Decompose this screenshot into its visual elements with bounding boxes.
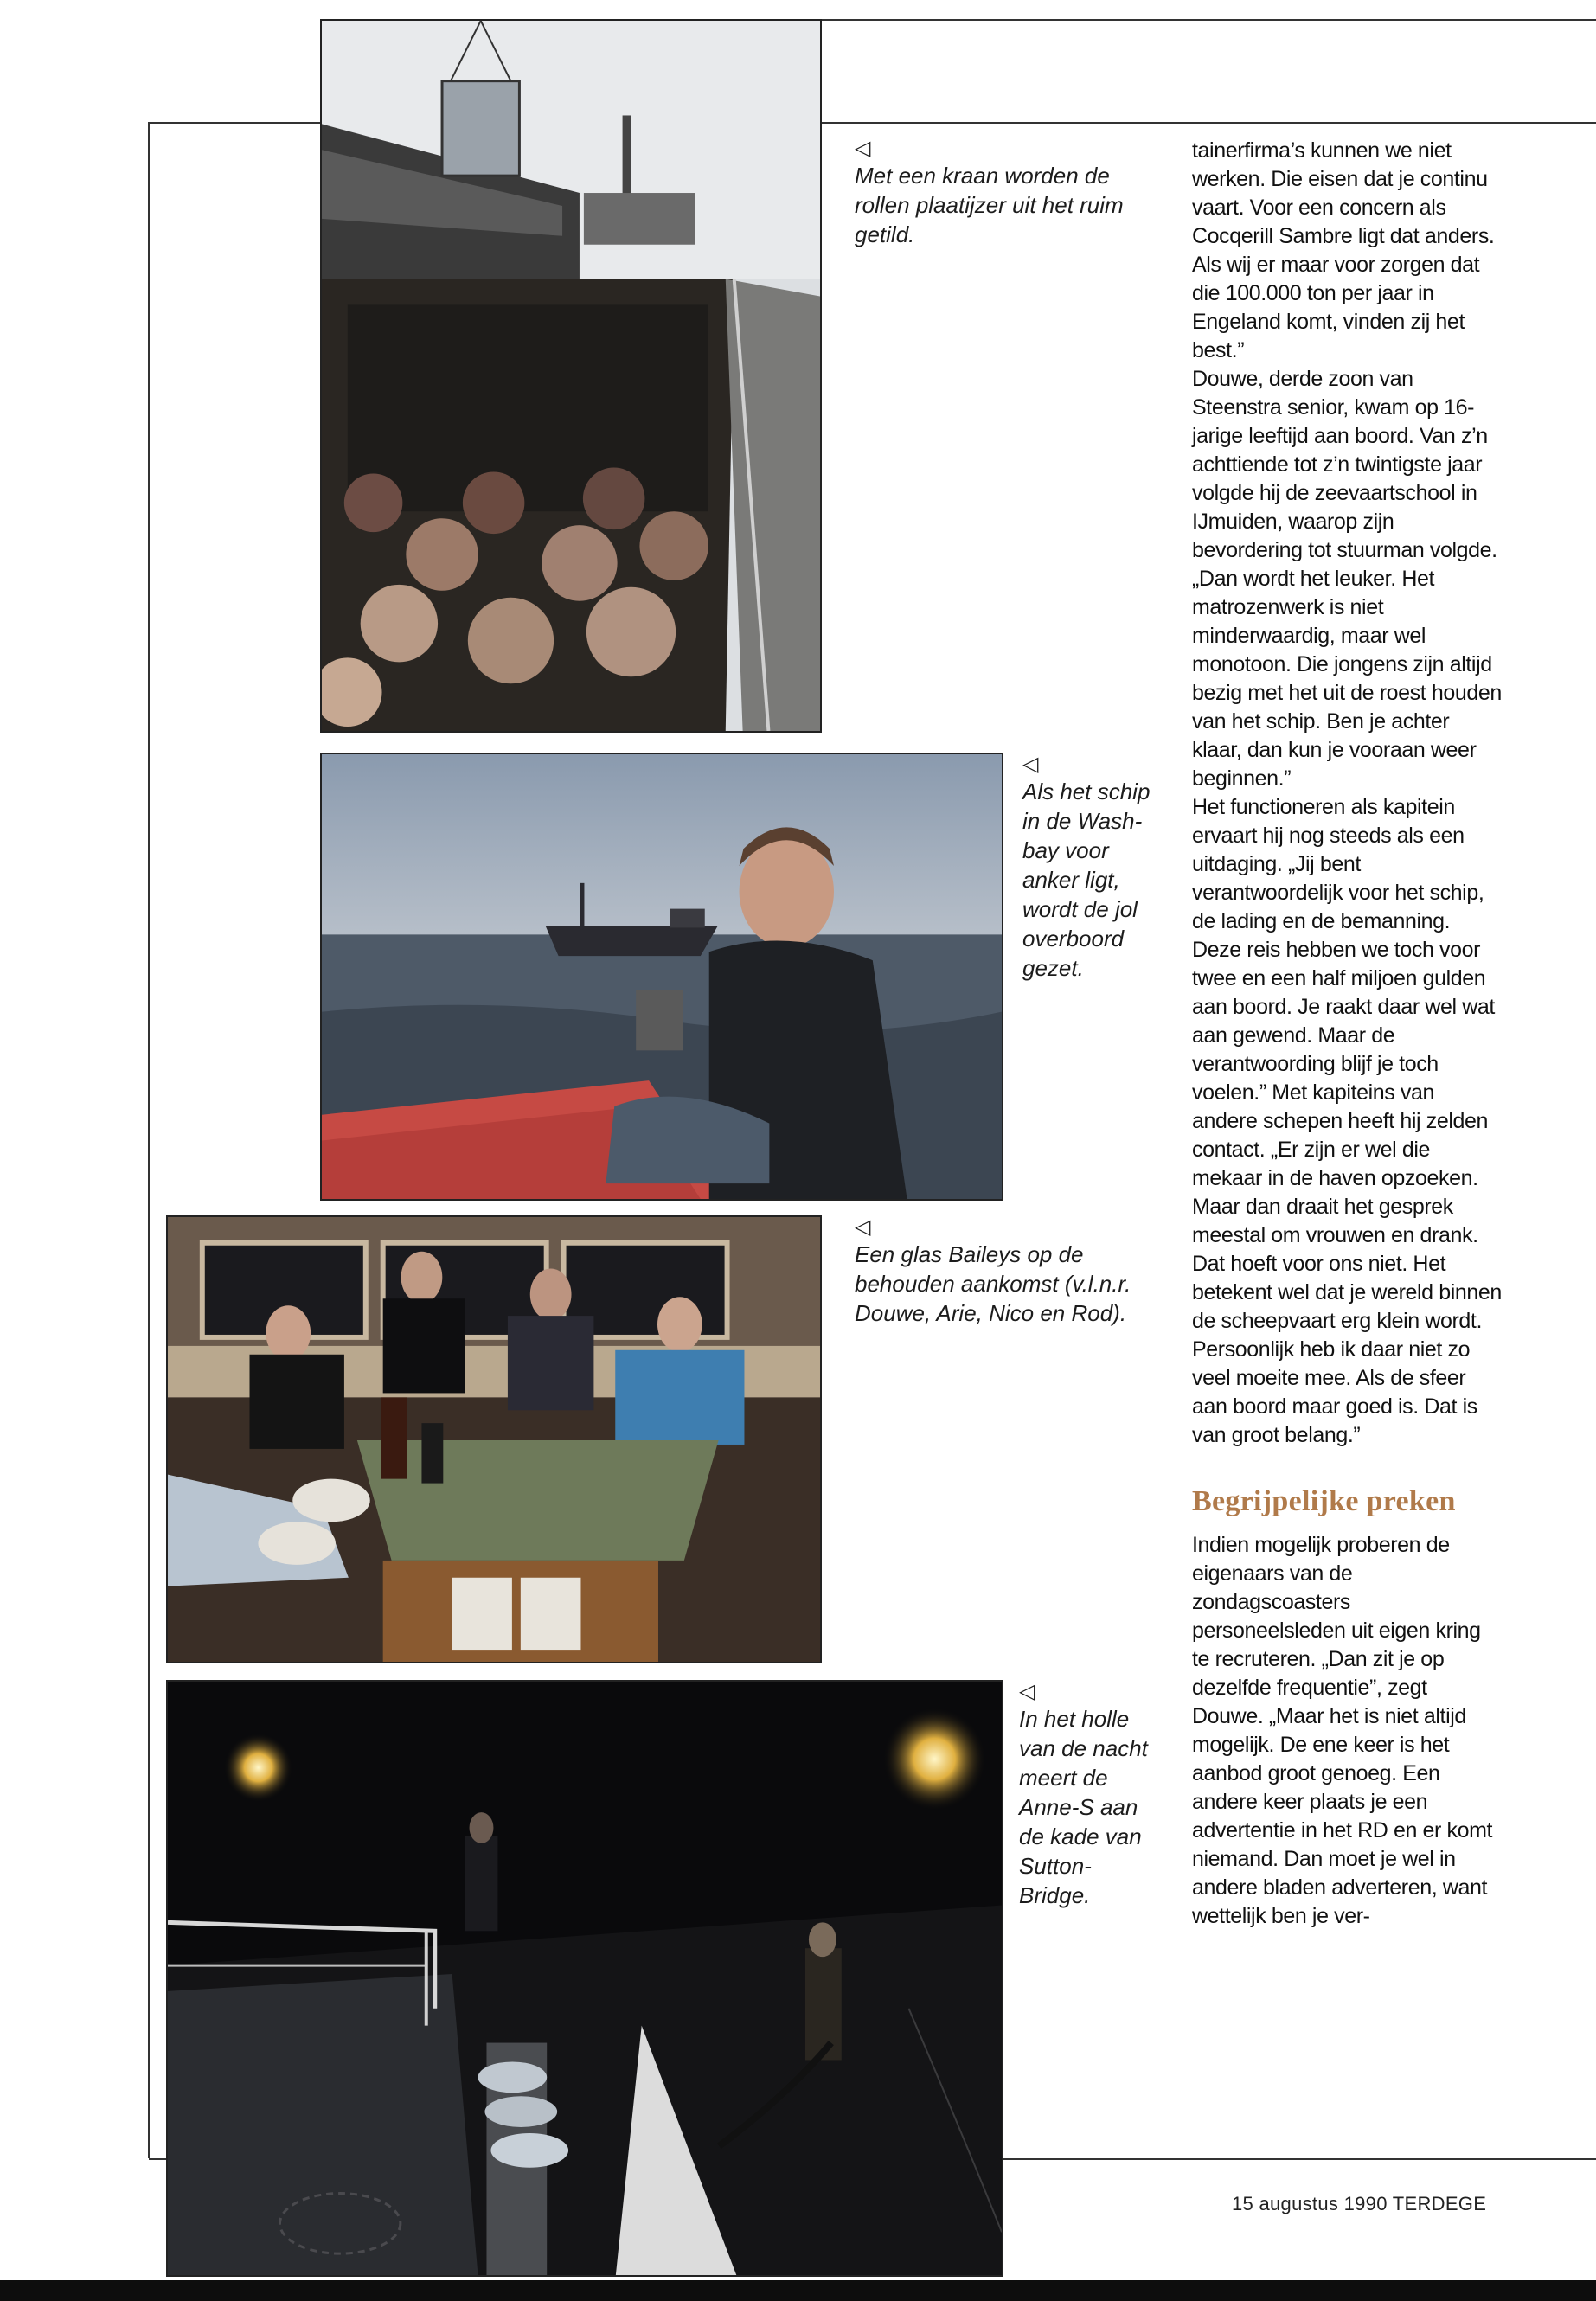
left-rule-top [149,122,322,124]
left-vertical-rule [148,122,150,2158]
photo-night-mooring [166,1680,1003,2277]
upper-right-rule [822,122,1596,124]
photo-crew-baileys [166,1215,822,1663]
article-column [1192,137,1503,1931]
caption-night [1019,1680,1157,1910]
caption-text: Met een kraan worden de rollen plaatijzer uit het ruim getild. [855,163,1124,247]
caption-arrow-icon: ◁ [855,1215,871,1239]
caption-text: In het holle van de nacht meert de Anne-S aan de kade van Sutton-Bridge. [1019,1706,1148,1908]
caption-arrow-icon: ◁ [855,137,871,160]
article-paragraph: tainerfirma’s kunnen we niet werken. Die eisen dat je continu vaart. Voor een concern als Cocqerill Sambre ligt dat anders. Als wij er maar voor zorgen dat die 100.000 ton per jaar in Engeland komt, vinden zij het best.” [1192,138,1495,362]
photo-crane-cargo-hold [320,19,822,733]
caption-arrow-icon: ◁ [1019,1680,1035,1703]
caption-crane [855,137,1166,249]
caption-dinghy [1022,753,1161,983]
caption-arrow-icon: ◁ [1022,753,1039,776]
bottom-edge-bar [0,2280,1596,2301]
section-heading: Begrijpelijke preken [1192,1485,1456,1517]
article-paragraph: Indien mogelijk proberen de eigenaars van de zondagscoasters personeelsleden uit eigen kring te recruteren. „Dan zit je op dezelfde frequentie”, zegt Douwe. „Maar het is niet altijd mogelijk. De ene keer is het aanbod groot genoeg. Een andere keer plaats je een advertentie in het RD en er komt niemand. Dan moet je wel in andere bladen adverteren, want wettelijk ben je ver- [1192,1533,1493,1928]
caption-text: Als het schip in de Wash-bay voor anker ligt, wordt de jol overboord gezet. [1022,779,1151,981]
photo-dinghy-wash-bay [320,753,1003,1201]
article-paragraph: Douwe, derde zoon van Steenstra senior, kwam op 16-jarige leeftijd aan boord. Van z’n achttiende tot z’n twintigste jaar volgde hij de zeevaartschool in IJmuiden, waarop zijn bevordering tot stuurman volgde. „Dan wordt het leuker. Het matrozenwerk is niet minderwaardig, maar wel monotoon. Die jongens zijn altijd bezig met het uit de roest houden van het schip. Ben je achter klaar, dan kun je vooraan weer beginnen.” [1192,367,1502,791]
page-footer: 15 augustus 1990 TERDEGE [1232,2193,1487,2214]
caption-baileys [855,1215,1153,1328]
article-paragraph: Het functioneren als kapitein ervaart hij nog steeds als een uitdaging. „Jij bent verantwoordelijk voor het schip, de lading en de bemanning. Deze reis hebben we toch voor twee en een half miljoen gulden aan boord. Je raakt daar wel wat aan gewend. Maar de verantwoording blijf je toch voelen.” Met kapiteins van andere schepen heeft hij zelden contact. „Er zijn er wel die mekaar in de haven opzoeken. Maar dan draait het gesprek meestal om vrouwen en drank. Dat hoeft voor ons niet. Het betekent wel dat je wereld binnen de scheepvaart erg klein wordt. Persoonlijk heb ik daar niet zo veel moeite mee. Als de sfeer aan boord maar goed is. Dat is van groot belang.” [1192,795,1502,1447]
caption-text: Een glas Baileys op de behouden aankomst (v.l.n.r. Douwe, Arie, Nico en Rod). [855,1241,1131,1326]
